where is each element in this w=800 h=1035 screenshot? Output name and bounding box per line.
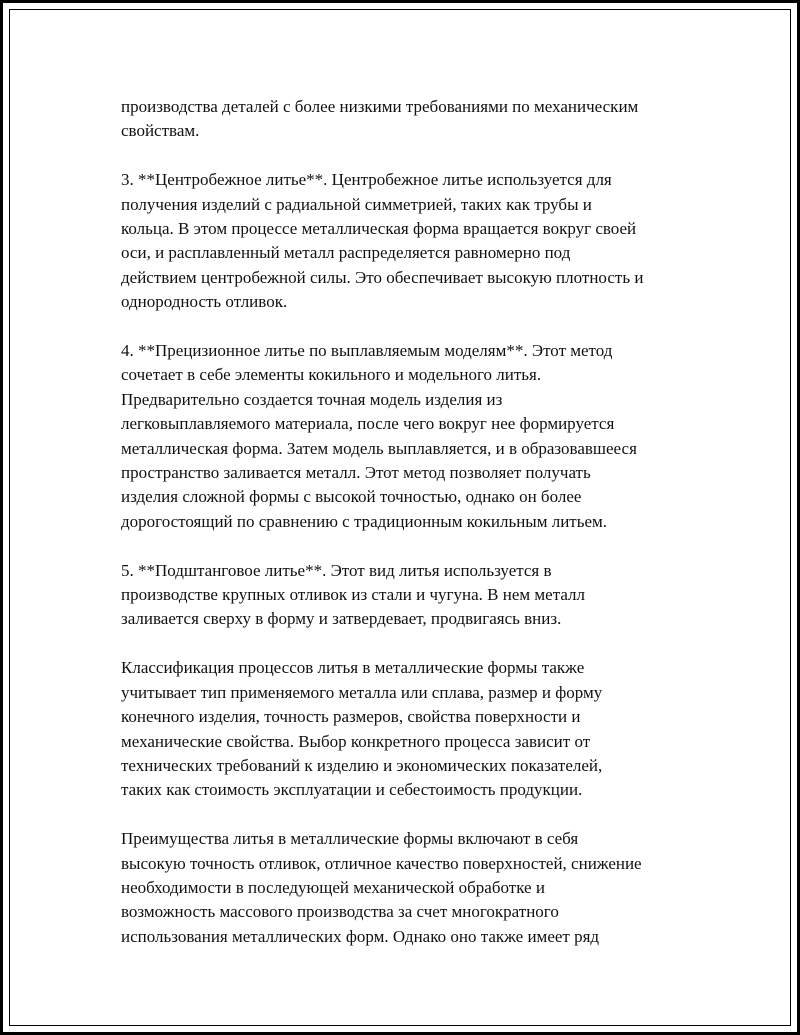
paragraph-investment-casting: 4. **Прецизионное литье по выплавляемым моделям**. Этот метод сочетает в себе элементы кокильного и модельного литья. Предварительно создается точная модель изделия из легковыплавляемого материала, после чего вокруг нее формируется металлическая форма. Затем модель выплавляется, и в образовавшееся пространство заливается металл. Этот метод позволяет получать изделия сложной формы с высокой точностью, однако он более дорогостоящий по сравнению с традиционным кокильным литьем. <box>121 341 637 531</box>
paragraph-bottom-pour-casting: 5. **Подштанговое литье**. Этот вид литья используется в производстве крупных отливок из стали и чугуна. В нем металл заливается сверху в форму и затвердевает, продвигаясь вниз. <box>121 560 585 629</box>
paragraph-centrifugal-casting: 3. **Центробежное литье**. Центробежное литье используется для получения изделий с радиальной симметрией, таких как трубы и кольца. В этом процессе металлическая форма вращается вокруг своей оси, и расплавленный металл распределяется равномерно под действием центробежной силы. Это обеспечивает высокую плотность и однородность отливок. <box>121 170 644 312</box>
document-body <box>121 95 711 974</box>
paragraph-continuation: производства деталей с более низкими требованиями по механическим свойствам. <box>121 97 639 141</box>
paragraph-classification: Классификация процессов литья в металлические формы также учитывает тип применяемого металла или сплава, размер и форму конечного изделия, точность размеров, свойства поверхности и механические свойства. Выбор конкретного процесса зависит от технических требований к изделию и экономических показателей, таких как стоимость эксплуатации и себестоимость продукции. <box>121 658 603 800</box>
paragraph-advantages: Преимущества литья в металлические формы включают в себя высокую точность отливок, отличное качество поверхностей, снижение необходимости в последующей механической обработке и возможность массового производства за счет многократного использования металлических форм. Однако оно также имеет ряд <box>121 829 642 946</box>
